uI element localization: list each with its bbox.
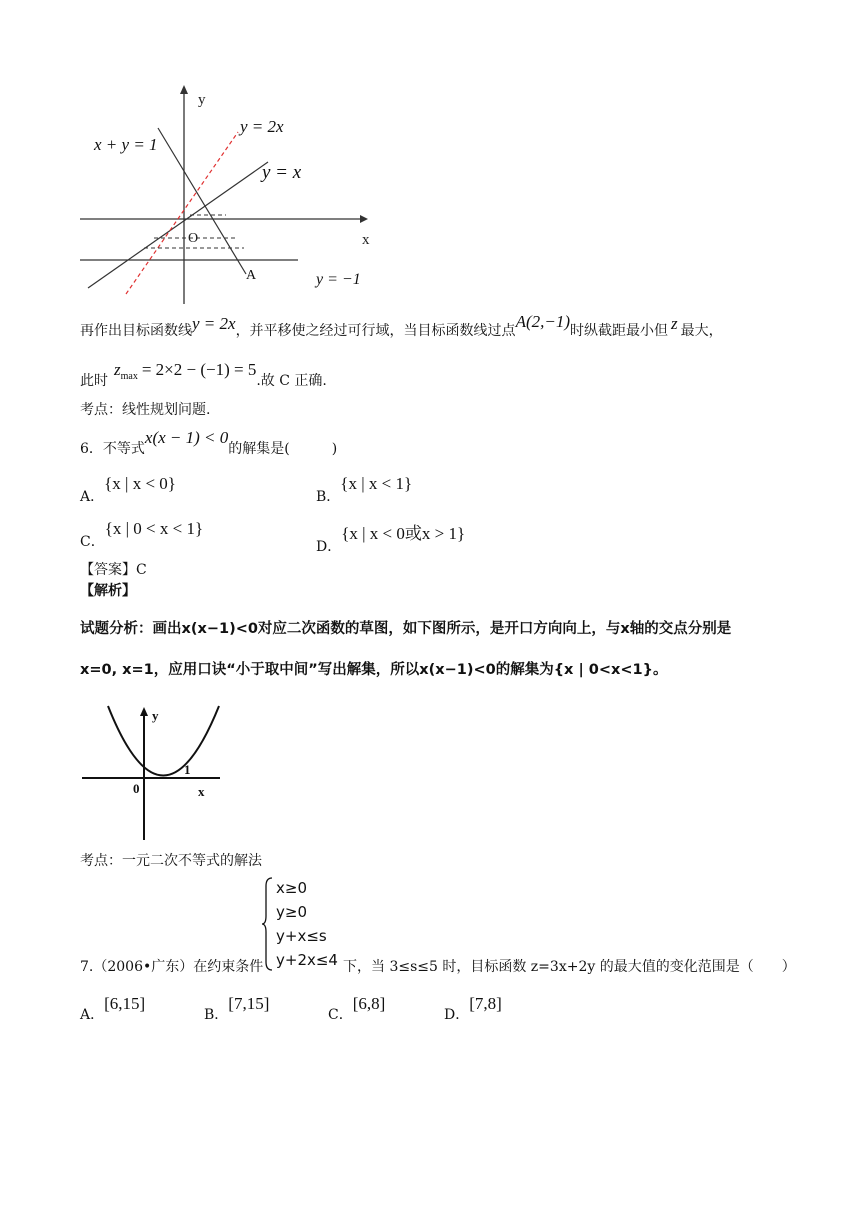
para2-text-1: 此时 [80, 373, 108, 389]
q7-option-b[interactable] [204, 994, 270, 1023]
q6-stem-math: x(x − 1) < 0 [144, 428, 229, 447]
fig2-y-arrow [140, 707, 148, 716]
q6-option-d-label: D． [316, 539, 342, 555]
fig1-origin-label: O [188, 231, 199, 246]
para1-math-1: y = 2x [192, 314, 236, 333]
kaodian-1: 考点：线性规划问题. [80, 402, 211, 418]
fig1-x-label: x [362, 232, 370, 248]
para1-text-4: 最大， [680, 323, 723, 339]
q6-option-a[interactable] [80, 474, 176, 505]
q6-option-b-label: B． [316, 489, 341, 505]
q6-option-b[interactable] [316, 474, 413, 505]
para2-text-2: .故 C 正确. [256, 373, 327, 389]
q6-analysis-line-2: x=0, x=1，应用口诀“小于取中间”写出解集，所以x(x−1)<0的解集为{x | 0<x<1}。 [80, 662, 668, 678]
q7-constraint-4: y+2x≤4 [276, 951, 338, 969]
q6-option-a-label: A． [80, 489, 105, 505]
q7-option-a-math: [6,15] [104, 994, 146, 1013]
q6-option-c[interactable] [80, 519, 204, 550]
q7-constraints [276, 876, 338, 972]
para1-math-3: z [671, 314, 678, 333]
q7-constraint-brace [262, 876, 274, 972]
para2-z: z [114, 360, 121, 379]
q7-constraint-1: x≥0 [276, 879, 307, 897]
label-x-plus-y-1: x + y = 1 [94, 135, 158, 154]
fig2-one-label: 1 [184, 762, 191, 777]
q6-option-d-math: {x | x < 0或x > 1} [341, 524, 466, 543]
q6-option-c-math: {x | 0 < x < 1} [104, 519, 204, 538]
linear-programming-figure [78, 82, 378, 310]
fig2-x-label: x [198, 784, 205, 799]
q6-stem-post: 的解集是( ) [228, 441, 338, 457]
q6-answer: 【答案】C [80, 562, 147, 578]
q7-constraint-2: y≥0 [276, 903, 307, 921]
fig2-zero-label: 0 [133, 781, 140, 796]
para1-text-3: 时纵截距最小但 [570, 323, 668, 339]
parabola-figure [80, 702, 230, 842]
q6-stem-pre: 6．不等式 [80, 441, 145, 457]
q6-option-d[interactable] [316, 519, 466, 555]
para2-sub: max [120, 371, 138, 382]
q6-option-a-math: {x | x < 0} [104, 474, 176, 493]
label-y-2x: y = 2x [240, 117, 284, 136]
q7-option-d[interactable] [444, 994, 502, 1023]
q7-option-c-label: C． [328, 1007, 353, 1023]
label-y-minus-1: y = −1 [316, 271, 361, 288]
point-a-label: A [246, 268, 257, 283]
q7-option-a[interactable] [80, 994, 146, 1023]
parabola-curve [108, 706, 219, 776]
paragraph-target-line [80, 312, 723, 340]
fig2-y-label: y [152, 708, 159, 723]
q7-stem-pre: 7.（2006•广东）在约束条件 [80, 959, 264, 975]
fig1-y-label: y [198, 92, 206, 108]
q7-option-b-math: [7,15] [228, 994, 270, 1013]
kaodian-2: 考点：一元二次不等式的解法 [80, 853, 262, 869]
para1-math-2: A(2,−1) [515, 312, 570, 331]
q7-option-a-label: A． [80, 1007, 105, 1023]
q6-option-b-math: {x | x < 1} [340, 474, 413, 493]
paragraph-zmax [80, 360, 327, 389]
q7-stem-post: 下，当 3≤s≤5 时，目标函数 z=3x+2y 的最大值的变化范围是（ ） [343, 959, 796, 975]
q7-option-d-label: D． [444, 1007, 470, 1023]
q6-option-c-label: C． [80, 534, 105, 550]
q7-option-b-label: B． [204, 1007, 229, 1023]
q7-option-d-math: [7,8] [469, 994, 502, 1013]
question-6-stem [80, 428, 338, 457]
q6-analysis-line-1: 试题分析：画出x(x−1)<0对应二次函数的草图，如下图所示，是开口方向向上，与x轴的交点分别是 [80, 621, 732, 637]
para2-math: = 2×2 − (−1) = 5 [141, 360, 257, 379]
label-y-x: y = x [262, 162, 302, 183]
q7-constraint-3: y+x≤s [276, 927, 327, 945]
q6-analysis-title: 【解析】 [80, 583, 136, 599]
para1-text-1: 再作出目标函数线 [80, 323, 192, 339]
q7-option-c-math: [6,8] [352, 994, 386, 1013]
para1-text-2: ，并平移使之经过可行域，当目标函数线过点 [235, 323, 516, 339]
q7-option-c[interactable] [328, 994, 386, 1023]
